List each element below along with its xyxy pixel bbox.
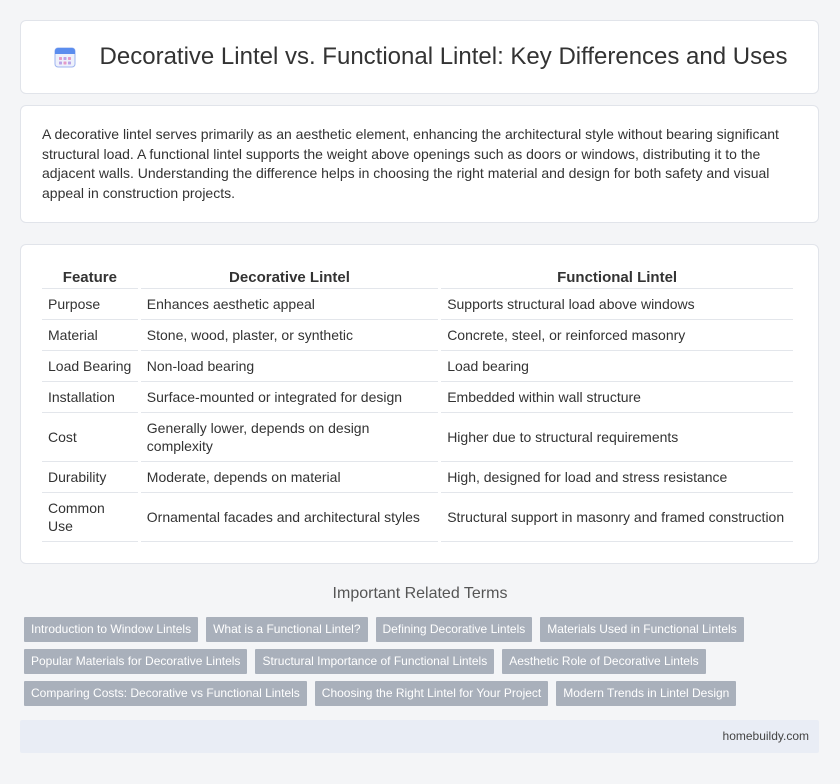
title-card <box>20 20 819 94</box>
calendar-icon <box>52 44 78 70</box>
related-term-link[interactable]: Popular Materials for Decorative Lintels <box>24 649 247 674</box>
related-term-link[interactable]: What is a Functional Lintel? <box>206 617 367 642</box>
row-feature: Material <box>42 320 138 351</box>
row-functional: Supports structural load above windows <box>441 289 793 320</box>
row-feature: Purpose <box>42 289 138 320</box>
row-decorative: Stone, wood, plaster, or synthetic <box>141 320 438 351</box>
row-functional: Embedded within wall structure <box>441 382 793 413</box>
row-feature: Installation <box>42 382 138 413</box>
related-terms-tags <box>24 617 824 713</box>
row-feature: Cost <box>42 413 138 462</box>
related-term-link[interactable]: Introduction to Window Lintels <box>24 617 198 642</box>
table-row <box>42 382 793 413</box>
comparison-table <box>39 265 796 542</box>
related-term-link[interactable]: Structural Importance of Functional Lintels <box>255 649 494 674</box>
row-functional: Structural support in masonry and framed construction <box>441 493 793 542</box>
intro-paragraph: A decorative lintel serves primarily as an aesthetic element, enhancing the architectural style without bearing significant structural load. A functional lintel supports the weight above openings such as doors or windows, distributing it to the adjacent walls. Understanding the difference helps in choosing the right material and design for both safety and visual appeal in construction projects. <box>42 126 779 201</box>
table-row <box>42 289 793 320</box>
table-row <box>42 493 793 542</box>
row-decorative: Enhances aesthetic appeal <box>141 289 438 320</box>
row-feature: Common Use <box>42 493 138 542</box>
row-decorative: Generally lower, depends on design complexity <box>141 413 438 462</box>
header-feature: Feature <box>42 265 138 289</box>
tag-row <box>24 617 824 642</box>
table-header-row <box>42 265 793 289</box>
row-decorative: Surface-mounted or integrated for design <box>141 382 438 413</box>
related-term-link[interactable]: Defining Decorative Lintels <box>376 617 533 642</box>
related-term-link[interactable]: Modern Trends in Lintel Design <box>556 681 736 706</box>
row-functional: Higher due to structural requirements <box>441 413 793 462</box>
footer <box>20 720 819 753</box>
table-row <box>42 320 793 351</box>
page-title: Decorative Lintel vs. Functional Lintel: Key Differences and Uses <box>99 43 788 70</box>
intro-card <box>20 105 819 223</box>
related-term-link[interactable]: Comparing Costs: Decorative vs Functional Lintels <box>24 681 307 706</box>
comparison-table-card <box>20 244 819 564</box>
row-decorative: Ornamental facades and architectural styles <box>141 493 438 542</box>
related-terms-title: Important Related Terms <box>332 585 508 602</box>
header-decorative-lintel: Decorative Lintel <box>141 265 438 289</box>
table-row <box>42 462 793 493</box>
header-functional-lintel: Functional Lintel <box>441 265 793 289</box>
row-feature: Durability <box>42 462 138 493</box>
row-decorative: Moderate, depends on material <box>141 462 438 493</box>
row-functional: High, designed for load and stress resistance <box>441 462 793 493</box>
related-term-link[interactable]: Materials Used in Functional Lintels <box>540 617 743 642</box>
row-functional: Load bearing <box>441 351 793 382</box>
tag-row <box>24 681 824 706</box>
row-functional: Concrete, steel, or reinforced masonry <box>441 320 793 351</box>
table-row <box>42 413 793 462</box>
tag-row <box>24 649 824 674</box>
table-row <box>42 351 793 382</box>
footer-site-name: homebuildy.com <box>722 729 809 743</box>
related-term-link[interactable]: Choosing the Right Lintel for Your Project <box>315 681 548 706</box>
related-term-link[interactable]: Aesthetic Role of Decorative Lintels <box>502 649 705 674</box>
row-feature: Load Bearing <box>42 351 138 382</box>
row-decorative: Non-load bearing <box>141 351 438 382</box>
